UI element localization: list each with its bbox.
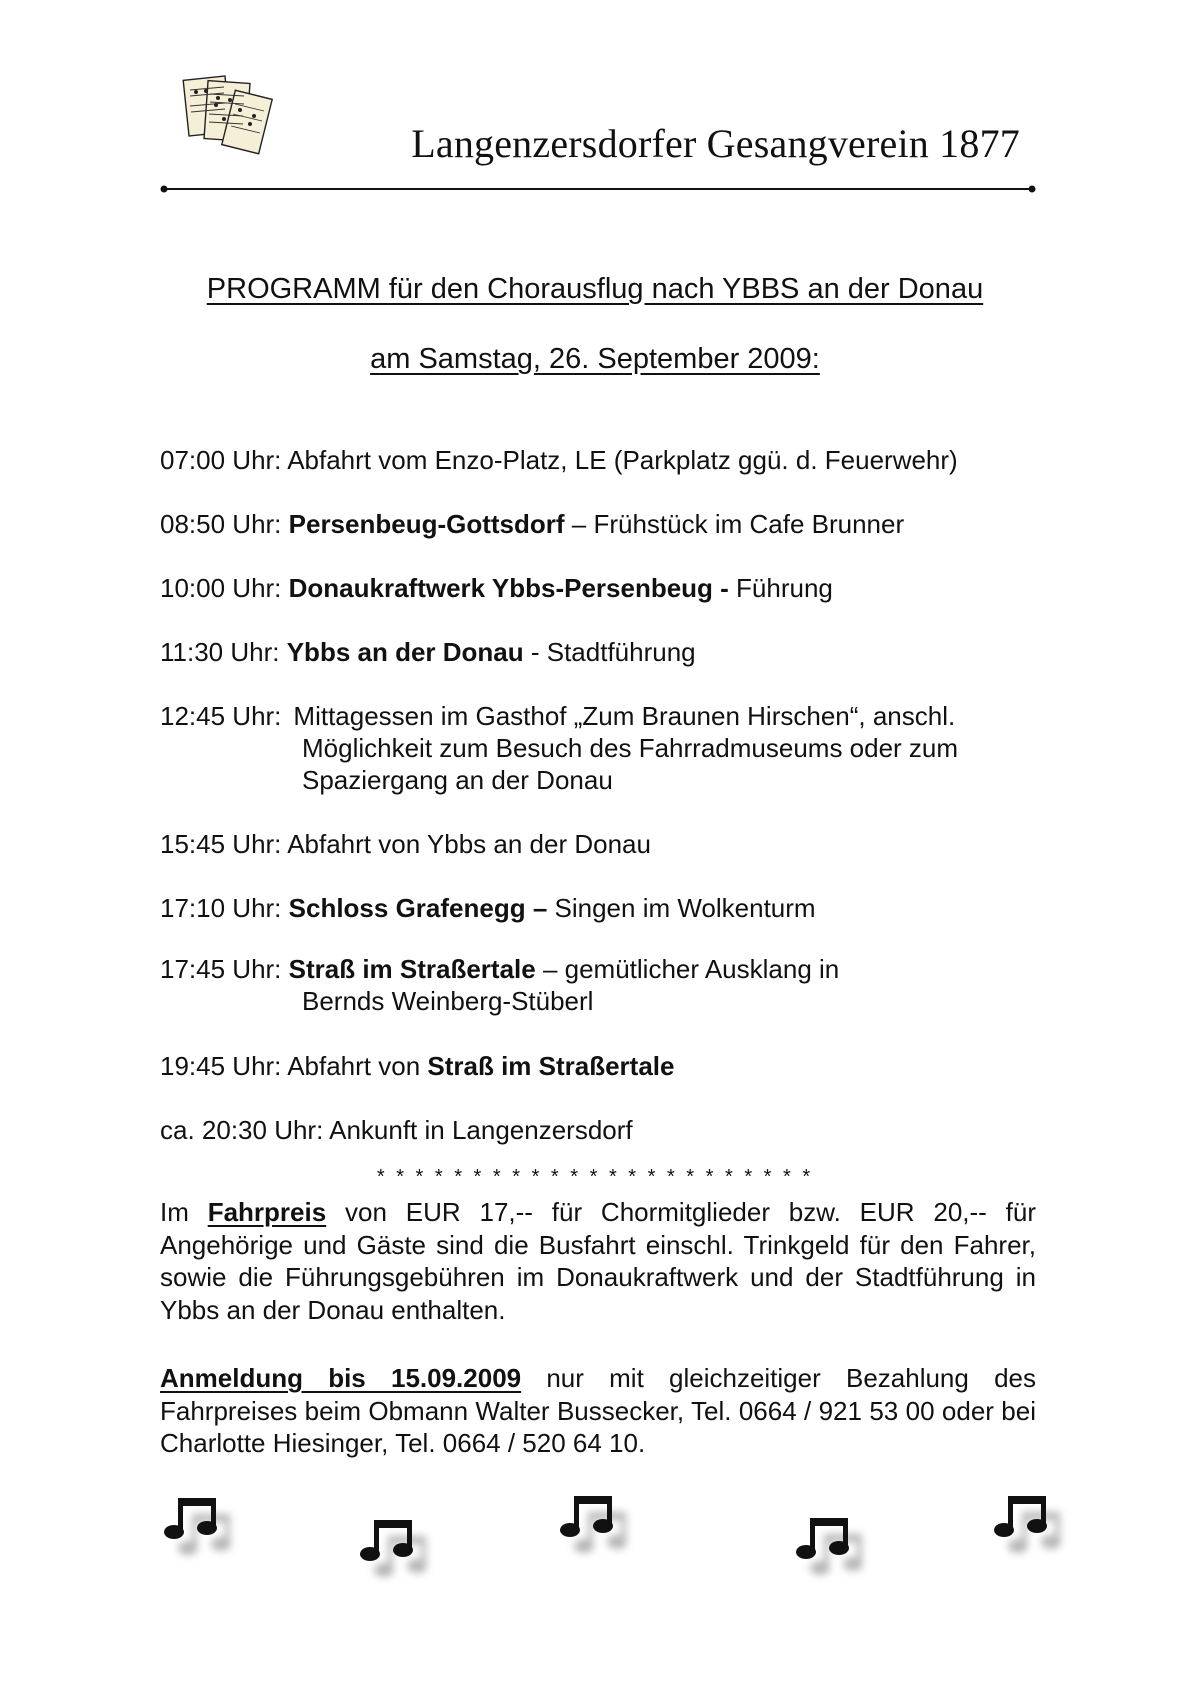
schedule-item: 12:45 Uhr: Mittagessen im Gasthof „Zum Braunen Hirschen“, anschl. Möglichkeit zum Besuch des Fahrradmuseums oder zum Spaziergang an der Donau	[160, 701, 959, 795]
separator-stars: * * * * * * * * * * * * * * * * * * * * * * *	[376, 1166, 814, 1188]
schedule-item: 08:50 Uhr: Persenbeug-Gottsdorf – Frühstück im Cafe Brunner	[160, 509, 905, 539]
organization-title: Langenzersdorfer Gesangverein 1877	[411, 121, 1020, 166]
fare-paragraph: Im Fahrpreis von EUR 17,-- für Chormitglieder bzw. EUR 20,-- für Angehörige und Gäste sind die Busfahrt einschl. Trinkgeld für den Fahrer, sowie die Führungsgebühren im Donaukraftwerk und der Stadtführung in Ybbs an der Donau enthalten.	[160, 1197, 1036, 1325]
header-divider	[160, 184, 1036, 194]
schedule-item: 17:45 Uhr: Straß im Straßertale – gemütlicher Ausklang in Bernds Weinberg-Stüberl	[160, 954, 840, 1016]
schedule-item: 10:00 Uhr: Donaukraftwerk Ybbs-Persenbeug - Führung	[160, 573, 833, 603]
music-note-icon	[160, 1492, 250, 1572]
schedule-item: 07:00 Uhr: Abfahrt vom Enzo-Platz, LE (Parkplatz ggü. d. Feuerwehr)	[160, 445, 958, 475]
music-note-icon	[356, 1514, 446, 1594]
registration-paragraph: Anmeldung bis 15.09.2009 nur mit gleichzeitiger Bezahlung des Fahrpreises beim Obmann Walter Bussecker, Tel. 0664 / 921 53 00 oder bei Charlotte Hiesinger, Tel. 0664 / 520 64 10.	[160, 1363, 1036, 1458]
program-heading: PROGRAMM für den Chorausflug nach YBBS an der Donau	[206, 273, 984, 305]
schedule-item: 19:45 Uhr: Abfahrt von Straß im Straßertale	[160, 1051, 675, 1081]
schedule-item: ca. 20:30 Uhr: Ankunft in Langenzersdorf	[160, 1115, 633, 1145]
schedule-item: 15:45 Uhr: Abfahrt von Ybbs an der Donau	[160, 829, 651, 859]
sheet-music-icon	[180, 72, 276, 164]
program-date: am Samstag, 26. September 2009:	[370, 343, 820, 375]
music-note-icon	[792, 1512, 882, 1592]
schedule-item: 17:10 Uhr: Schloss Grafenegg – Singen im Wolkenturm	[160, 893, 816, 923]
schedule-item: 11:30 Uhr: Ybbs an der Donau - Stadtführung	[160, 637, 696, 667]
music-note-icon	[990, 1490, 1080, 1570]
music-note-icon	[556, 1490, 646, 1570]
